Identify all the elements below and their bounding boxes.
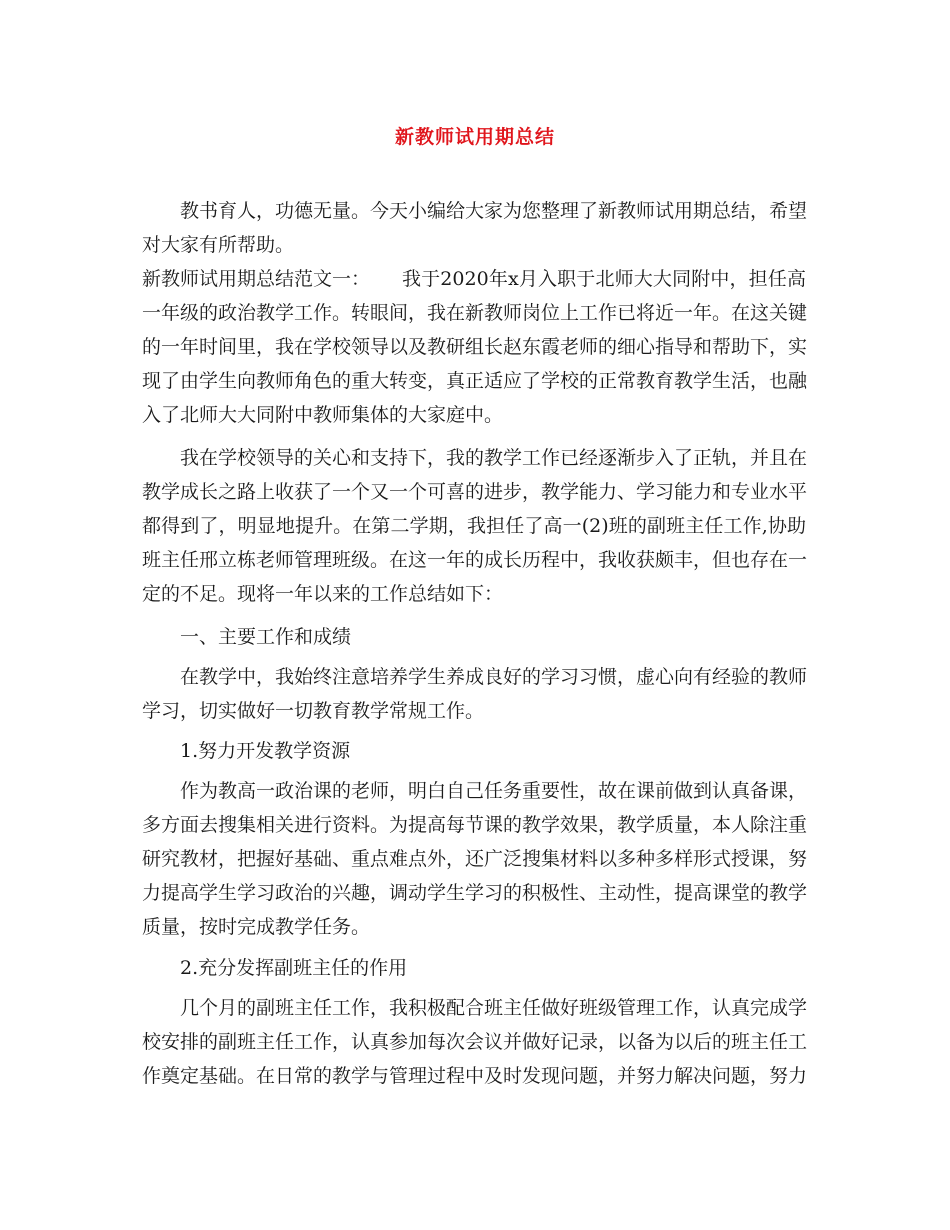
section-heading: 一、主要工作和成绩 xyxy=(180,626,352,648)
paragraph-line: 我在学校领导的关心和支持下，我的教学工作已经逐渐步入了正轨，并且在 xyxy=(180,447,808,469)
subsection-heading: 2.充分发挥副班主任的作用 xyxy=(180,957,408,979)
paragraph-line: 现了由学生向教师角色的重大转变，真正适应了学校的正常教育教学生活，也融 xyxy=(142,370,808,392)
paragraph-line: 几个月的副班主任工作，我积极配合班主任做好班级管理工作，认真完成学 xyxy=(180,997,808,1019)
paragraph-line: 入了北师大大同附中教师集体的大家庭中。 xyxy=(142,404,504,426)
paragraph-line xyxy=(142,266,806,292)
paragraph-line: 都得到了，明显地提升。在第二学期，我担任了高一(2)班的副班主任工作,协助 xyxy=(142,515,806,537)
paragraph-line: 学习，切实做好一切教育教学常规工作。 xyxy=(142,700,485,722)
paragraph-line: 教书育人，功德无量。今天小编给大家为您整理了新教师试用期总结，希望 xyxy=(180,200,808,222)
paragraph-line: 定的不足。现将一年以来的工作总结如下： xyxy=(142,583,504,605)
paragraph-line: 质量，按时完成教学任务。 xyxy=(142,916,371,938)
paragraph-line: 研究教材，把握好基础、重点难点外，还广泛搜集材料以多种多样形式授课，努 xyxy=(142,848,808,870)
document-title: 新教师试用期总结 xyxy=(394,126,555,148)
paragraph-line: 多方面去搜集相关进行资料。为提高每节课的教学效果，教学质量，本人除注重 xyxy=(142,814,808,836)
paragraph-line: 教学成长之路上收获了一个又一个可喜的进步，教学能力、学习能力和专业水平 xyxy=(142,481,808,503)
paragraph-line: 一年级的政治教学工作。转眼间，我在新教师岗位上工作已将近一年。在这关键 xyxy=(142,302,808,324)
paragraph-line: 班主任邢立栋老师管理班级。在这一年的成长历程中，我收获颇丰，但也存在一 xyxy=(142,549,808,571)
paragraph-line: 力提高学生学习政治的兴趣，调动学生学习的积极性、主动性，提高课堂的教学 xyxy=(142,882,808,904)
paragraph-text: 我于2020年x月入职于北师大大同附中，担任高 xyxy=(402,268,806,290)
paragraph-line: 对大家有所帮助。 xyxy=(142,234,295,256)
paragraph-line: 的一年时间里，我在学校领导以及教研组长赵东霞老师的细心指导和帮助下，实 xyxy=(142,336,808,358)
paragraph-line: 作奠定基础。在日常的教学与管理过程中及时发现问题，并努力解决问题，努力 xyxy=(142,1065,808,1087)
paragraph-line: 作为教高一政治课的老师，明白自己任务重要性，故在课前做到认真备课， xyxy=(180,780,808,802)
paragraph-line: 校安排的副班主任工作，认真参加每次会议并做好记录，以备为以后的班主任工 xyxy=(142,1031,808,1053)
paragraph-line: 在教学中，我始终注意培养学生养成良好的学习习惯，虚心向有经验的教师 xyxy=(180,666,808,688)
subsection-heading: 1.努力开发教学资源 xyxy=(180,740,351,762)
section-heading: 新教师试用期总结范文一： xyxy=(142,268,371,290)
